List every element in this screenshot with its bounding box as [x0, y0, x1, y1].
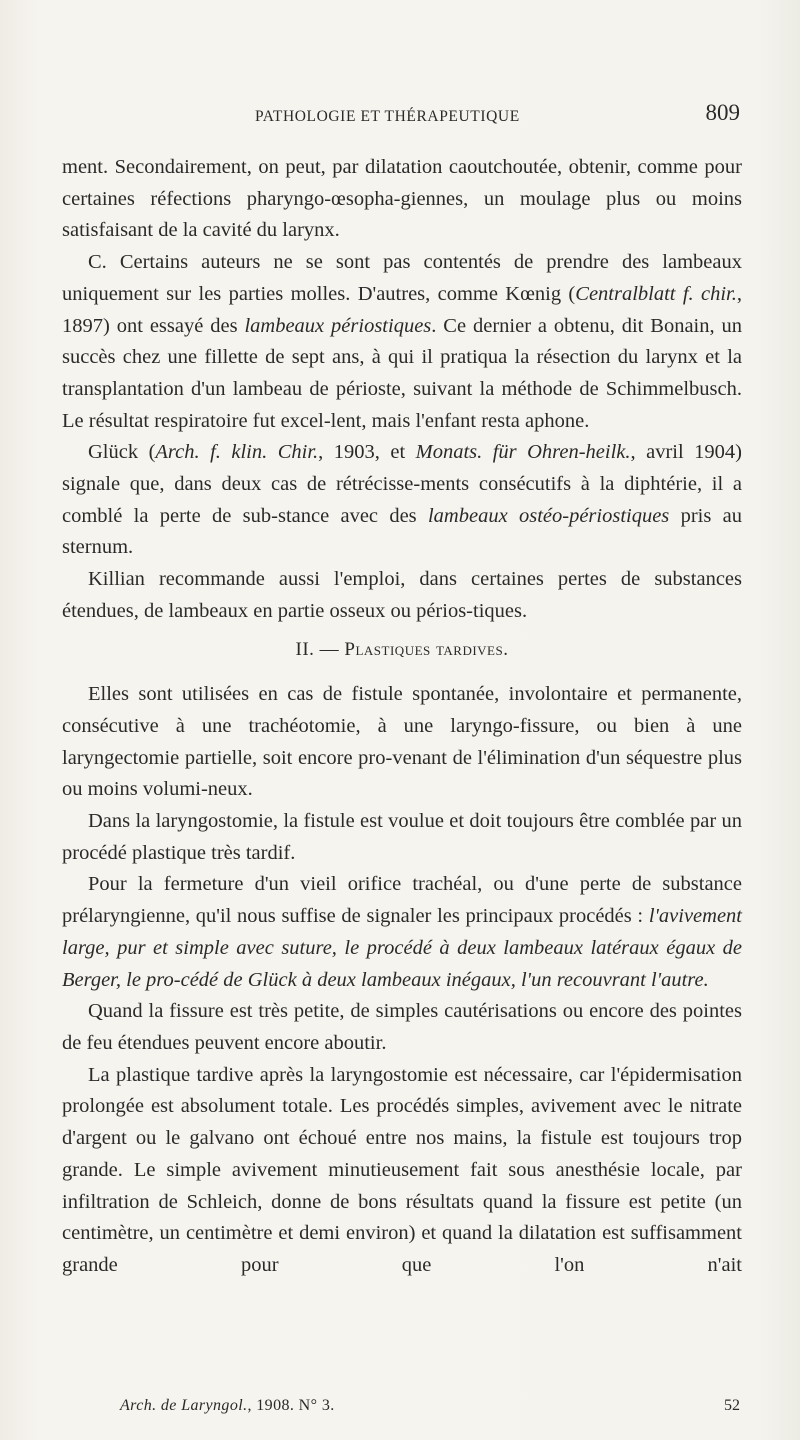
journal-title: Arch. de Laryngol.: [120, 1397, 248, 1414]
paragraph: La plastique tardive après la laryngostomie est nécessaire, car l'épidermisation prolongée est absolument totale. Les procédés simples, avivement avec le nitrate d'argent ou le galvano ont échoué entre nos mains, la fistule est toujours trop grande. Le simple avivement minutieusement fait sous anesthésie locale, par infiltration de Schleich, donne de bons résultats quand la fissure est petite (un centimètre, un centimètre et demi environ) et quand la dilatation est suffisamment grande pour que l'on n'ait: [62, 1063, 742, 1276]
paragraph: ment. Secondairement, on peut, par dilatation caoutchoutée, obtenir, comme pour certaines réfections pharyngo-œsopha-giennes, un moulage plus ou moins satisfaisant de la cavité du larynx.: [62, 156, 742, 242]
text-run: , avril 1904) signale que, dans deux cas de rétrécisse-ments consécutifs à la diphtérie, il a comblé la perte de sub-stance avec des: [62, 441, 742, 527]
page-footer: [120, 1397, 740, 1423]
emphasis: l'avivement large, pur et simple avec suture, le procédé à deux lambeaux latéraux égaux de Berger, le pro-cédé de Glück à deux lambeaux inégaux, l'un recouvrant l'autre.: [62, 905, 742, 991]
emphasis: lambeaux ostéo-périostiques: [427, 504, 670, 527]
paragraph: Quand la fissure est très petite, de simples cautérisations ou encore des pointes de feu étendues peuvent encore aboutir.: [62, 1000, 742, 1054]
journal-reference: [120, 1397, 335, 1415]
journal-issue: , 1908. N° 3.: [247, 1397, 335, 1414]
citation: Centralblatt f. chir.: [575, 282, 737, 305]
paragraph: [62, 247, 742, 437]
body-text: [62, 152, 742, 1282]
section-title: II. — Plastiques tardives.: [295, 638, 509, 660]
citation: Monats. für Ohren-heilk.: [415, 441, 631, 464]
paragraph: Elles sont utilisées en cas de fistule spontanée, involontaire et permanente, consécutive à une trachéotomie, à une laryngo-fissure, ou bien à une laryngectomie partielle, soit encore pro-venant de l'élimination d'un séquestre plus ou moins volumi-neux.: [62, 683, 742, 801]
paragraph: [62, 437, 742, 564]
text-run: , 1897) ont essayé des: [62, 282, 742, 337]
text-run: . Ce dernier a obtenu, dit Bonain, un succès chez une fillette de sept ans, à qui il pratiqua la résection du larynx et la transplantation d'un lambeau de périoste, suivant la méthode de Schimmelbusch. Le résultat respiratoire fut excel-lent, mais l'enfant resta aphone.: [62, 314, 743, 432]
text-run: Glück (: [88, 441, 156, 464]
header-title: PATHOLOGIE ET THÉRAPEUTIQUE: [255, 108, 520, 125]
text-run: C. Certains auteurs ne se sont pas contentés de prendre des lambeaux uniquement sur les parties molles. D'autres, comme Kœnig (: [62, 251, 742, 305]
paragraph: [62, 869, 742, 996]
signature-mark: 52: [724, 1397, 740, 1414]
text-run: , 1903, et: [318, 441, 416, 464]
text-run: Pour la fermeture d'un vieil orifice trachéal, ou d'une perte de substance prélaryngienne, qu'il nous suffise de signaler les principaux procédés :: [62, 873, 742, 928]
page-number: 809: [705, 100, 740, 125]
running-header: [255, 100, 740, 134]
emphasis: lambeaux périostiques: [244, 314, 432, 337]
text-run: pris au sternum.: [62, 504, 742, 559]
paragraph: Dans la laryngostomie, la fistule est voulue et doit toujours être comblée par un procédé plastique très tardif.: [62, 810, 742, 864]
citation: Arch. f. klin. Chir.: [155, 441, 319, 464]
paragraph: Killian recommande aussi l'emploi, dans certaines pertes de substances étendues, de lambeaux en partie osseux ou périos-tiques.: [62, 568, 742, 622]
